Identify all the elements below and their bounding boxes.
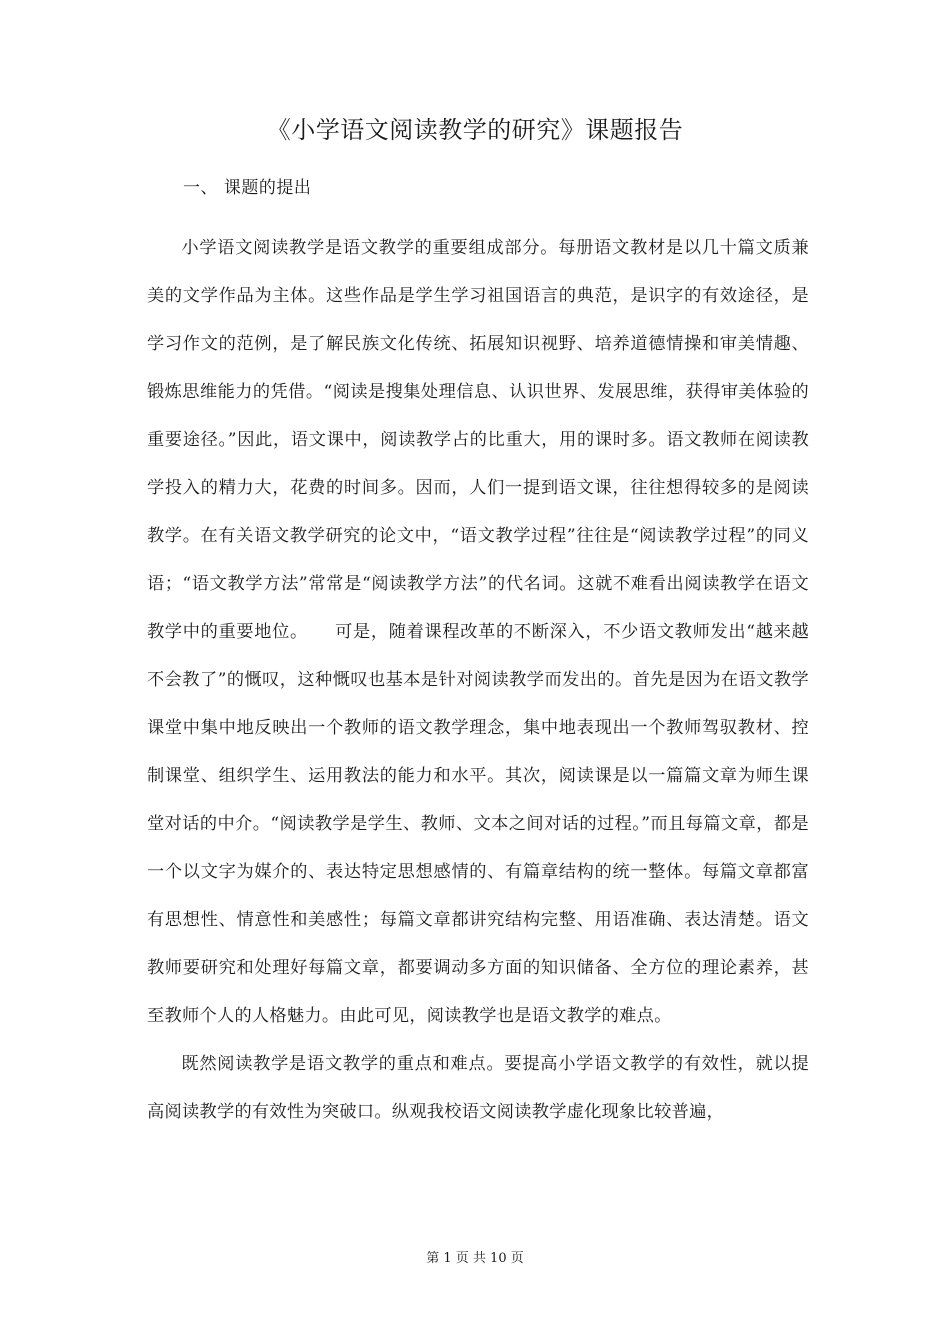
section-heading: 一、 课题的提出: [183, 178, 312, 198]
body-paragraph-1: 小学语文阅读教学是语文教学的重要组成部分。每册语文教材是以几十篇文质兼美的文学作品为主体。这些作品是学生学习祖国语言的典范，是识字的有效途径，是学习作文的范例，是了解民族文化传统、拓展知识视野、培养道德情操和审美情趣、锻炼思维能力的凭借。“阅读是搜集处理信息、认识世界、发展思维，获得审美体验的重要途径。”因此，语文课中，阅读教学占的比重大，用的课时多。语文教师在阅读教学投入的精力大，花费的时间多。因而，人们一提到语文课，往往想得较多的是阅读教学。在有关语文教学研究的论文中，“语文教学过程”往往是“阅读教学过程”的同义语；“语文教学方法”常常是“阅读教学方法”的代名词。这就不难看出阅读教学在语文教学中的重要地位。 可是，随着课程改革的不断深入，不少语文教师发出“越来越不会教了”的慨叹，这种慨叹也基本是针对阅读教学而发出的。首先是因为在语文教学课堂中集中地反映出一个教师的语文教学理念，集中地表现出一个教师驾驭教材、控制课堂、组织学生、运用教法的能力和水平。其次，阅读课是以一篇篇文章为师生课堂对话的中介。“阅读教学是学生、教师、文本之间对话的过程。”而且每篇文章，都是一个以文字为媒介的、表达特定思想感情的、有篇章结构的统一整体。每篇文章都富有思想性、情意性和美感性；每篇文章都讲究结构完整、用语准确、表达清楚。语文教师要研究和处理好每篇文章，都要调动多方面的知识储备、全方位的理论素养，甚至教师个人的人格魅力。由此可见，阅读教学也是语文教学的难点。: [147, 238, 809, 1026]
document-title: 《小学语文阅读教学的研究》课题报告: [266, 116, 684, 144]
body-paragraph-2: 既然阅读教学是语文教学的重点和难点。要提高小学语文教学的有效性，就以提高阅读教学的有效性为突破口。纵观我校语文阅读教学虚化现象比较普遍，: [147, 1054, 809, 1122]
document-body: [147, 224, 809, 1136]
page-footer: 第 1 页 共 10 页: [426, 1251, 524, 1266]
